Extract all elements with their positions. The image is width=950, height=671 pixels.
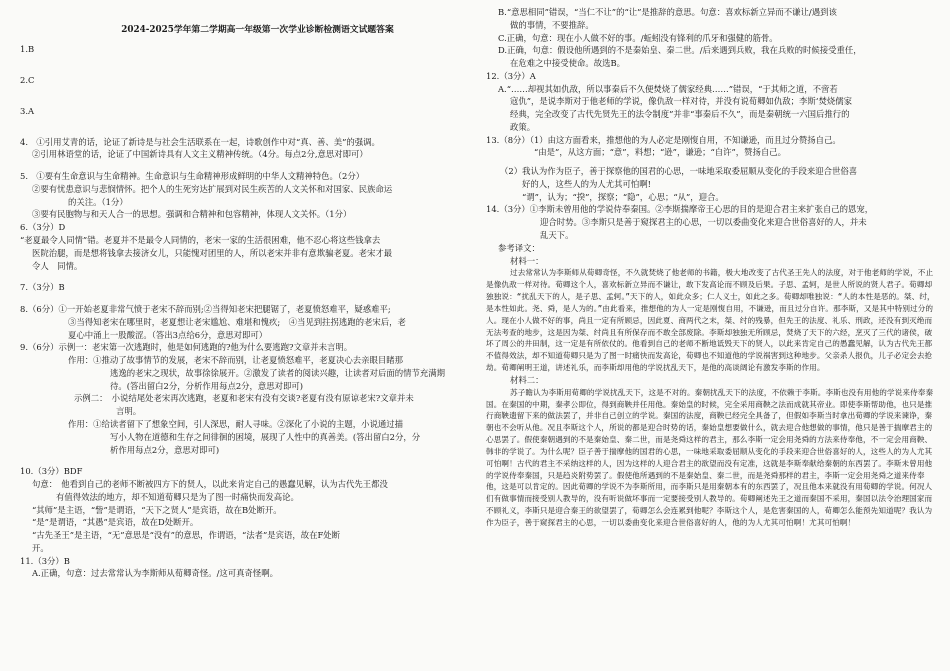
answer-q14: 14.（3分）①李斯未曾用他的学说侍奉秦国。②李斯揣摩帝王心思的目的是迎合君主来扩张自己的恩宠， 迎合时势。③李斯只是善于窥探君主的心思，一切以委曲变化来迎合世俗喜好的人，并未 乱天下。 [486, 204, 874, 241]
answer-q3: 3.A [20, 105, 35, 116]
material-one-text: 过去常常认为李斯师从荀卿奇怪，不久就焚烧了他老师的书籍，极大地改变了古代圣王先人的法度，对于他老师的学说，不止是像仇敌一样对待。荀卿这个人，喜欢标新立异而不谦让，敢下发高论而不顾及后果。子思、孟轲，是世人所说的贤人君子。荀卿却独独说：“扰乱天下的人，是子思、孟轲。”天下的人，如此众多；仁人义士，如此之多。荀卿却唯独说：“人的本性是恶的。桀、纣，是本性如此。尧、舜，是人为的。”由此看来，推想他的为人一定是刚愎自用，不谦逊，而且过分自许。那李斯，又是其中特别过分的人。现在小人做不好的事，尚且一定有所顾忌，因此夏、商两代之末，桀、纣的残暴，但先王的法度、礼乐、刑政，还没有到灭绝而无法考查的地步，这是因为桀、纣尚且有所保存而不敢全部废除。李斯却独独无所顾忌，焚烧了天下的六经，烹灭了三代的诸侯，破坏了周公的井田制，这一定是有所依仗的。他看到自己的老师不断地诋毁天下的贤人，以此来肯定自己的愚蠢见解，认为古代先王都不值得效法，却不知道荀卿只是为了图一时痛快而发高论，荀卿也不知道他的学说祸害到这种地步。父亲杀人报仇，儿子必定会去抢劫。荀卿阐明王道，讲述礼乐，而李斯却用他的学说扰乱天下，是他的高谈阔论有激发李斯的作用。 [486, 268, 935, 373]
answer-q7: 7.（3分）B [20, 282, 65, 293]
answer-q6: 6.（3分）D “老夏最令人同情”错。老夏并不是最令人同情的，老宋一家的生活很困难，他不忍心将这些钱拿去 医院治腿，而是想将钱拿去接济女儿，只能愧对团里的人，所以老宋并非有意欺骗老夏。老宋才最 令人 同情。 [20, 222, 393, 271]
reference-translation [486, 242, 936, 529]
answer-q13: 13.（8分）（1）由这方面看来，推想他的为人必定是刚愎自用，不知谦逊，而且过分赞扬自己。 “由是”，从这方面；“意”，料想；“逊”，谦逊；“自许”，赞扬自己。 （2）我认为作为臣子，善于探察他的国君的心思，一味地采取委屈顺从变化的手段来迎合世俗喜 好的人，这些人的为人尤其可怕啊! “谓”，认为；“揆”，探察；“隐”，心思；“从”，迎合。 [486, 134, 858, 202]
material-two-label: 材料二： [510, 374, 544, 385]
answer-q11-part2: B.“意思相同”错误，“当仁不让”的“让”是推辞的意思。句意：喜欢标新立异而不谦让/遇到该 做的事情，不要推辞。 C.正确，句意：现在小人做不好的事。/蚯蚓没有锋利的爪牙和强健的筋骨。 D.正确，句意：假设他所遇到的不是秦始皇、秦二世。/后来遇到兵败，我在兵败的时候接受重任， 在危难之中接受使命。故选B。 [498, 7, 862, 69]
answer-q11-part1: 11.（3分）B A.正确，句意：过去常常认为李斯师从荀卿奇怪。/这可真奇怪啊。 [20, 555, 279, 579]
translation-heading: 参考译文： [498, 242, 540, 253]
material-two-text: 苏子瞻认为李斯用荀卿的学说扰乱天下，这是不对的。秦朝扰乱天下的法度，不依赖于李斯。李斯也没有用他的学说来侍奉秦国。在秦国的中期，秦孝公即位，得到商鞅并任用他。秦始皇的时候，完全采用商鞅之法而成就其帝业。即使李斯帮助他，也只是推行商鞅遗留下来的做法罢了，并非自己创立的学说。秦国的法度，商鞅已经完全具备了，但假如李斯当时拿出荀卿的学说来谏诤，秦朝也不会听从他。况且李斯这个人，所说的都是迎合时势的话，秦始皇想要做什么，就去迎合他想做的事情，他只是善于揣摩君主的心思罢了。假使秦朝遇到的不是秦始皇、秦二世，而是尧舜这样的君主，那么李斯一定会用尧舜的方法来侍奉他，不一定会用商鞅、韩非的学说了。为什么呢？臣子善于揣摩他的国君的心思，一味地采取委屈顺从变化的手段来迎合世俗喜好的人，这些人的为人尤其可怕啊！古代的君主不采纳这样的人，因为这样的人迎合君主的欲望而没有定准，这就是李斯奉献给秦朝的东西罢了。李斯未曾用他的学说侍奉秦国，只是趋炎附势罢了。假使他所遇到的不是秦始皇、秦二世，而是尧舜那样的君主，李斯一定会用尧舜之道来侍奉他，这是可以肯定的。因此荀卿的学说不为李斯所用，而李斯只是用秦朝本有的东西罢了，况且他本来就没有用荀卿的学说。何况人们有做事情而接受别人教导的，没有听说做坏事而一定要接受别人教导的。荀卿阐述先王之道而秦国不采用，秦国以法令治理国家而不顾礼义，李斯只是迎合秦王的欲望罢了，荀卿怎么会连累到他呢？李斯这个人，是危害秦国的人，荀卿怎么能预先知道呢？我认为作为臣子，善于窥探君主的心思，一切以委曲变化来迎合世俗喜好的人，他的为人尤其可怕啊！尤其可怕啊！ [486, 387, 934, 527]
answer-q4: 4. ①引用艾青的话，论证了新诗是与社会生活联系在一起，诗歌创作中对“真、善、美”的强调。 ②引用林语堂的话，论证了中国新诗具有人文主义精神传统。（4分。每点2分,意思对即可） [20, 136, 380, 160]
answer-q2: 2.C [20, 75, 35, 86]
answer-q8: 8.（6分）①一开始老夏非常气愤于老宋不辞而别;②当得知老宋把腿锯了，老夏愤怒难平，疑惑难平; ③当得知老宋在哪里时，老夏想让老宋尴尬、难堪和愧疚; ④当见到拄拐逃跑的老宋后，老 夏心中涌上一股酸涩。（答出3点给6分，意思对即可） [20, 304, 406, 340]
answer-q5: 5. ①要有生命意识与生命精神。生命意识与生命精神形成鲜明的中华人文精神特色。（2分） ②要有忧患意识与悲悯情怀。把个人的生死穷达扩展到对民生疾苦的人文关怀和对国家、民族命运 的关注。（1分） ③要有民胞物与和天人合一的思想。强调和合精神和包容精神，体现人文关怀。（1分） [20, 171, 393, 220]
right-column [486, 0, 936, 529]
answer-q12: 12.（3分）A A.“……却视其如仇敌，所以事秦后不久便焚烧了儒家经典……”错误，“于其师之道，不啻若 寇仇”，是说李斯对于他老师的学说，像仇敌一样对待，并没有说荀卿如仇敌；李斯‘焚烧儒家 经典，完全改变了古代先贤先王的法令制度”并非“事秦后不久”，而是秦朝统一六国后推行的 政策。 [486, 70, 852, 132]
answer-q10: 10.（3分）BDF 句意： 他看到自己的老师不断被四方下的贤人，以此来肯定自己的愚蠢见解，认为古代先王都没 有值得效法的地方，却不知道荀卿只是为了图一时痛快而发高论。 “其师”是主语，“訾”是谓语，“天下之贤人”是宾语，故在B处断开。 “是”是谓语，“其愚”是宾语，故在D处断开。 “古先圣王”是主语，“无”意思是“没有”的意思，作谓语，“法者”是宾语，故在F处断 开。 [20, 466, 388, 553]
answer-q1: 1.B [20, 44, 35, 55]
answer-q9: 9.（6分）示例一：老宋第一次逃跑时，他是如何逃跑的?他为什么要逃跑?文章并未言明。 作用：①推动了故事情节的发展，老宋不辞而别，让老夏愤怒难平，老夏决心去亲眼目睹那 逃逸的老宋之现状，故事徐徐展开。②激发了读者的阅读兴趣，让读者对后面的情节充满期 待。(答出留白2分，分析作用每点2分，意思对即可) 示例二： 小说结尾处老宋再次逃跑，老夏和老宋有没有交谈?老夏有没有原谅老宋?文章并未 言明。 作用：①给读者留下了想象空间，引人深思，耐人寻味。②深化了小说的主题，小说通过描 写小人物在道德和生存之间徘徊的困境，展现了人性中的真善美。(答出留白2分，分 析作用每点2分，意思对即可) [20, 342, 445, 455]
material-one-label: 材料一： [510, 255, 544, 266]
left-column [20, 0, 475, 580]
document-title: 2024-2025学年第二学期高一年级第一次学业诊断检测语文试题答案 [121, 25, 394, 35]
